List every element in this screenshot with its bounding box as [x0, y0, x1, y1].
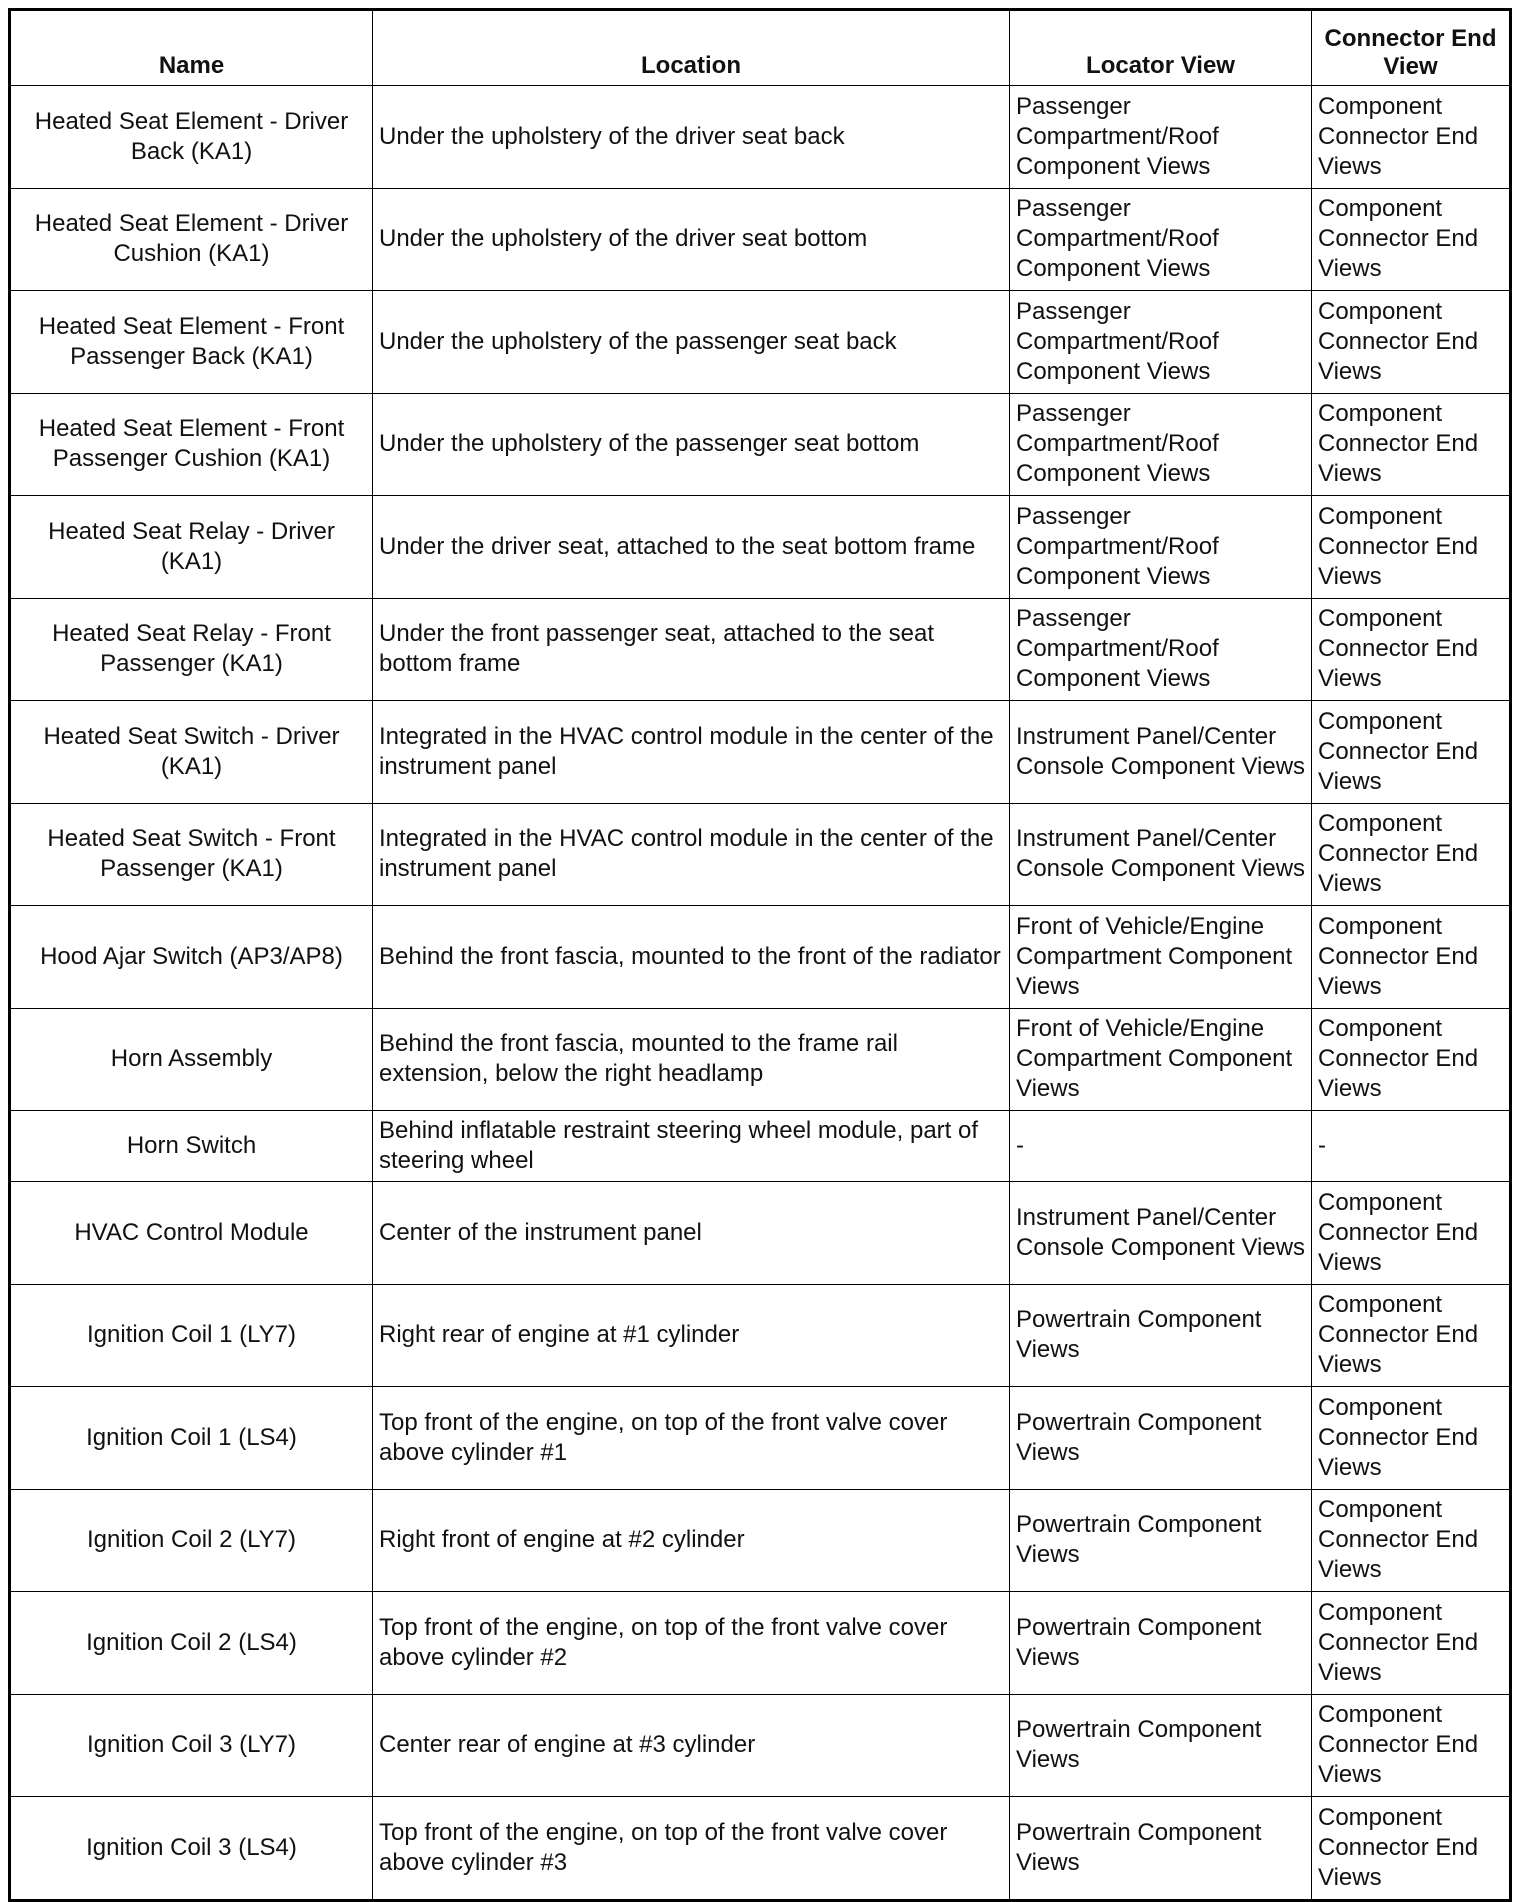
cell-locator-view: Front of Vehicle/Engine Compartment Component Views [1010, 1008, 1312, 1111]
cell-connector-end-view: Component Connector End Views [1312, 1797, 1511, 1901]
header-location: Location [373, 10, 1010, 86]
table-row [10, 1592, 1511, 1695]
component-locator-table [8, 8, 1512, 1902]
cell-name: Heated Seat Relay - Driver (KA1) [10, 496, 373, 599]
cell-name: Heated Seat Switch - Front Passenger (KA1) [10, 803, 373, 906]
cell-name: Ignition Coil 2 (LS4) [10, 1592, 373, 1695]
cell-locator-view: Powertrain Component Views [1010, 1694, 1312, 1797]
cell-name: Heated Seat Relay - Front Passenger (KA1) [10, 598, 373, 701]
cell-name: Ignition Coil 3 (LS4) [10, 1797, 373, 1901]
cell-connector-end-view: Component Connector End Views [1312, 803, 1511, 906]
cell-name: Heated Seat Element - Front Passenger Back (KA1) [10, 291, 373, 394]
cell-connector-end-view: Component Connector End Views [1312, 496, 1511, 599]
table-row [10, 291, 1511, 394]
cell-location: Center of the instrument panel [373, 1182, 1010, 1285]
cell-location: Under the upholstery of the passenger seat bottom [373, 393, 1010, 496]
cell-location: Under the upholstery of the driver seat back [373, 86, 1010, 189]
cell-locator-view: Powertrain Component Views [1010, 1592, 1312, 1695]
cell-location: Behind the front fascia, mounted to the frame rail extension, below the right headlamp [373, 1008, 1010, 1111]
cell-connector-end-view: - [1312, 1111, 1511, 1182]
cell-name: Ignition Coil 1 (LS4) [10, 1387, 373, 1490]
cell-connector-end-view: Component Connector End Views [1312, 1387, 1511, 1490]
cell-locator-view: Instrument Panel/Center Console Component Views [1010, 701, 1312, 804]
table-row [10, 1387, 1511, 1490]
cell-locator-view: Instrument Panel/Center Console Component Views [1010, 803, 1312, 906]
cell-connector-end-view: Component Connector End Views [1312, 1284, 1511, 1387]
cell-connector-end-view: Component Connector End Views [1312, 1489, 1511, 1592]
table-row [10, 701, 1511, 804]
table-row [10, 598, 1511, 701]
cell-location: Center rear of engine at #3 cylinder [373, 1694, 1010, 1797]
cell-location: Under the driver seat, attached to the seat bottom frame [373, 496, 1010, 599]
table-header-row [10, 10, 1511, 86]
cell-connector-end-view: Component Connector End Views [1312, 906, 1511, 1009]
cell-name: Hood Ajar Switch (AP3/AP8) [10, 906, 373, 1009]
cell-locator-view: Powertrain Component Views [1010, 1284, 1312, 1387]
table-row [10, 188, 1511, 291]
cell-connector-end-view: Component Connector End Views [1312, 1008, 1511, 1111]
table-row [10, 1182, 1511, 1285]
cell-connector-end-view: Component Connector End Views [1312, 701, 1511, 804]
cell-location: Behind inflatable restraint steering wheel module, part of steering wheel [373, 1111, 1010, 1182]
cell-name: Heated Seat Element - Driver Back (KA1) [10, 86, 373, 189]
cell-locator-view: Passenger Compartment/Roof Component Views [1010, 291, 1312, 394]
cell-locator-view: Passenger Compartment/Roof Component Views [1010, 496, 1312, 599]
cell-locator-view: Powertrain Component Views [1010, 1797, 1312, 1901]
table-row [10, 1284, 1511, 1387]
cell-connector-end-view: Component Connector End Views [1312, 291, 1511, 394]
cell-connector-end-view: Component Connector End Views [1312, 86, 1511, 189]
table-row [10, 1489, 1511, 1592]
table-row [10, 393, 1511, 496]
cell-connector-end-view: Component Connector End Views [1312, 1182, 1511, 1285]
cell-name: Heated Seat Switch - Driver (KA1) [10, 701, 373, 804]
cell-location: Integrated in the HVAC control module in the center of the instrument panel [373, 803, 1010, 906]
cell-locator-view: Powertrain Component Views [1010, 1489, 1312, 1592]
table-row [10, 1797, 1511, 1901]
cell-location: Top front of the engine, on top of the front valve cover above cylinder #1 [373, 1387, 1010, 1490]
header-connector-end-view: Connector End View [1312, 10, 1511, 86]
cell-name: Ignition Coil 2 (LY7) [10, 1489, 373, 1592]
cell-connector-end-view: Component Connector End Views [1312, 1694, 1511, 1797]
cell-name: Horn Switch [10, 1111, 373, 1182]
cell-location: Top front of the engine, on top of the front valve cover above cylinder #2 [373, 1592, 1010, 1695]
cell-locator-view: Passenger Compartment/Roof Component Views [1010, 86, 1312, 189]
table-row [10, 1111, 1511, 1182]
cell-location: Right front of engine at #2 cylinder [373, 1489, 1010, 1592]
cell-connector-end-view: Component Connector End Views [1312, 1592, 1511, 1695]
cell-locator-view: Passenger Compartment/Roof Component Views [1010, 393, 1312, 496]
cell-location: Under the front passenger seat, attached to the seat bottom frame [373, 598, 1010, 701]
cell-locator-view: Instrument Panel/Center Console Component Views [1010, 1182, 1312, 1285]
cell-locator-view: Passenger Compartment/Roof Component Views [1010, 598, 1312, 701]
table-body [10, 86, 1511, 1901]
cell-name: Ignition Coil 1 (LY7) [10, 1284, 373, 1387]
table-row [10, 803, 1511, 906]
cell-connector-end-view: Component Connector End Views [1312, 393, 1511, 496]
cell-location: Under the upholstery of the passenger seat back [373, 291, 1010, 394]
cell-locator-view: - [1010, 1111, 1312, 1182]
header-locator-view: Locator View [1010, 10, 1312, 86]
table-row [10, 1008, 1511, 1111]
cell-location: Right rear of engine at #1 cylinder [373, 1284, 1010, 1387]
table-row [10, 496, 1511, 599]
cell-name: Horn Assembly [10, 1008, 373, 1111]
cell-locator-view: Front of Vehicle/Engine Compartment Component Views [1010, 906, 1312, 1009]
cell-locator-view: Powertrain Component Views [1010, 1387, 1312, 1490]
cell-name: Ignition Coil 3 (LY7) [10, 1694, 373, 1797]
header-name: Name [10, 10, 373, 86]
cell-location: Under the upholstery of the driver seat bottom [373, 188, 1010, 291]
cell-location: Behind the front fascia, mounted to the front of the radiator [373, 906, 1010, 1009]
cell-name: Heated Seat Element - Front Passenger Cushion (KA1) [10, 393, 373, 496]
table-row [10, 1694, 1511, 1797]
cell-location: Top front of the engine, on top of the front valve cover above cylinder #3 [373, 1797, 1010, 1901]
table-row [10, 906, 1511, 1009]
cell-location: Integrated in the HVAC control module in the center of the instrument panel [373, 701, 1010, 804]
cell-connector-end-view: Component Connector End Views [1312, 598, 1511, 701]
cell-name: HVAC Control Module [10, 1182, 373, 1285]
cell-connector-end-view: Component Connector End Views [1312, 188, 1511, 291]
cell-locator-view: Passenger Compartment/Roof Component Views [1010, 188, 1312, 291]
table-row [10, 86, 1511, 189]
cell-name: Heated Seat Element - Driver Cushion (KA1) [10, 188, 373, 291]
